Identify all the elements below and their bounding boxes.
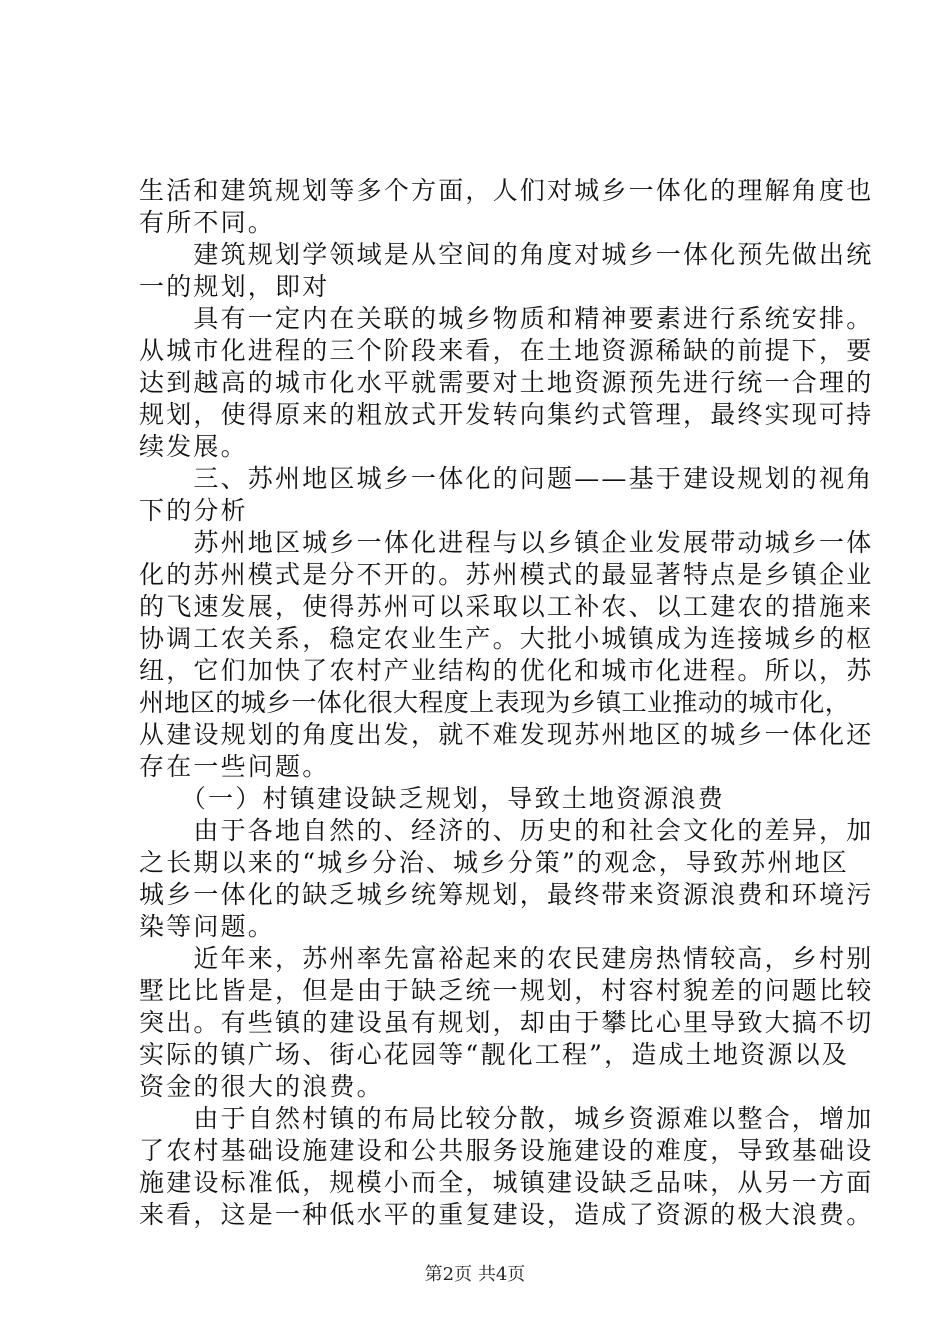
section-heading: 下的分析 <box>139 496 248 525</box>
text-line: 染等问题。 <box>139 912 276 941</box>
text-line: 墅比比皆是，但是由于缺乏统一规划，村容村貌差的问题比较 <box>139 976 874 1005</box>
text-line: 规划，使得原来的粗放式开发转向集约式管理，最终实现可持 <box>139 400 874 429</box>
text-line: 一的规划，即对 <box>139 272 330 301</box>
text-line: 的飞速发展，使得苏州可以采取以工补农、以工建农的措施来 <box>139 592 874 621</box>
text-line: 生活和建筑规划等多个方面，人们对城乡一体化的理解角度也 <box>139 176 874 205</box>
text-line: 化的苏州模式是分不开的。苏州模式的最显著特点是乡镇企业 <box>139 560 874 589</box>
text-line: 了农村基础设施建设和公共服务设施建设的难度，导致基础设 <box>139 1136 874 1165</box>
text-line: 存在一些问题。 <box>139 752 330 781</box>
page-footer: 第2页 共4页 <box>424 1264 526 1285</box>
text-line: 近年来，苏州率先富裕起来的农民建房热情较高，乡村别 <box>139 944 874 973</box>
text-line: 从城市化进程的三个阶段来看，在土地资源稀缺的前提下，要 <box>139 336 874 365</box>
section-heading: 三、苏州地区城乡一体化的问题——基于建设规划的视角 <box>139 464 874 493</box>
text-line: 建筑规划学领域是从空间的角度对城乡一体化预先做出统 <box>139 240 874 269</box>
text-line: 来看，这是一种低水平的重复建设，造成了资源的极大浪费。 <box>139 1200 874 1229</box>
text-line: 具有一定内在关联的城乡物质和精神要素进行系统安排。 <box>139 304 874 333</box>
text-line: 施建设标准低，规模小而全，城镇建设缺乏品味，从另一方面 <box>139 1168 874 1197</box>
text-line: 州地区的城乡一体化很大程度上表现为乡镇工业推动的城市化， <box>139 688 851 717</box>
text-line: 续发展。 <box>139 432 248 461</box>
text-line: 由于自然村镇的布局比较分散，城乡资源难以整合，增加 <box>139 1104 874 1133</box>
text-line: 由于各地自然的、经济的、历史的和社会文化的差异，加 <box>139 816 874 845</box>
text-line: 协调工农关系，稳定农业生产。大批小城镇成为连接城乡的枢 <box>139 624 874 653</box>
text-line: 有所不同。 <box>139 208 276 237</box>
text-line: 实际的镇广场、街心花园等“靓化工程”，造成土地资源以及 <box>139 1040 849 1069</box>
body-text <box>139 175 874 1231</box>
text-line: 苏州地区城乡一体化进程与以乡镇企业发展带动城乡一体 <box>139 528 874 557</box>
subsection-heading: （一）村镇建设缺乏规划，导致土地资源浪费 <box>139 784 725 813</box>
text-line: 纽，它们加快了农村产业结构的优化和城市化进程。所以，苏 <box>139 656 874 685</box>
text-line: 之长期以来的“城乡分治、城乡分策”的观念，导致苏州地区 <box>139 848 849 877</box>
text-line: 突出。有些镇的建设虽有规划，却由于攀比心里导致大搞不切 <box>139 1008 874 1037</box>
text-line: 城乡一体化的缺乏城乡统筹规划，最终带来资源浪费和环境污 <box>139 880 874 909</box>
text-line: 资金的很大的浪费。 <box>139 1072 384 1101</box>
text-line: 达到越高的城市化水平就需要对土地资源预先进行统一合理的 <box>139 368 874 397</box>
text-line: 从建设规划的角度出发，就不难发现苏州地区的城乡一体化还 <box>139 720 874 749</box>
